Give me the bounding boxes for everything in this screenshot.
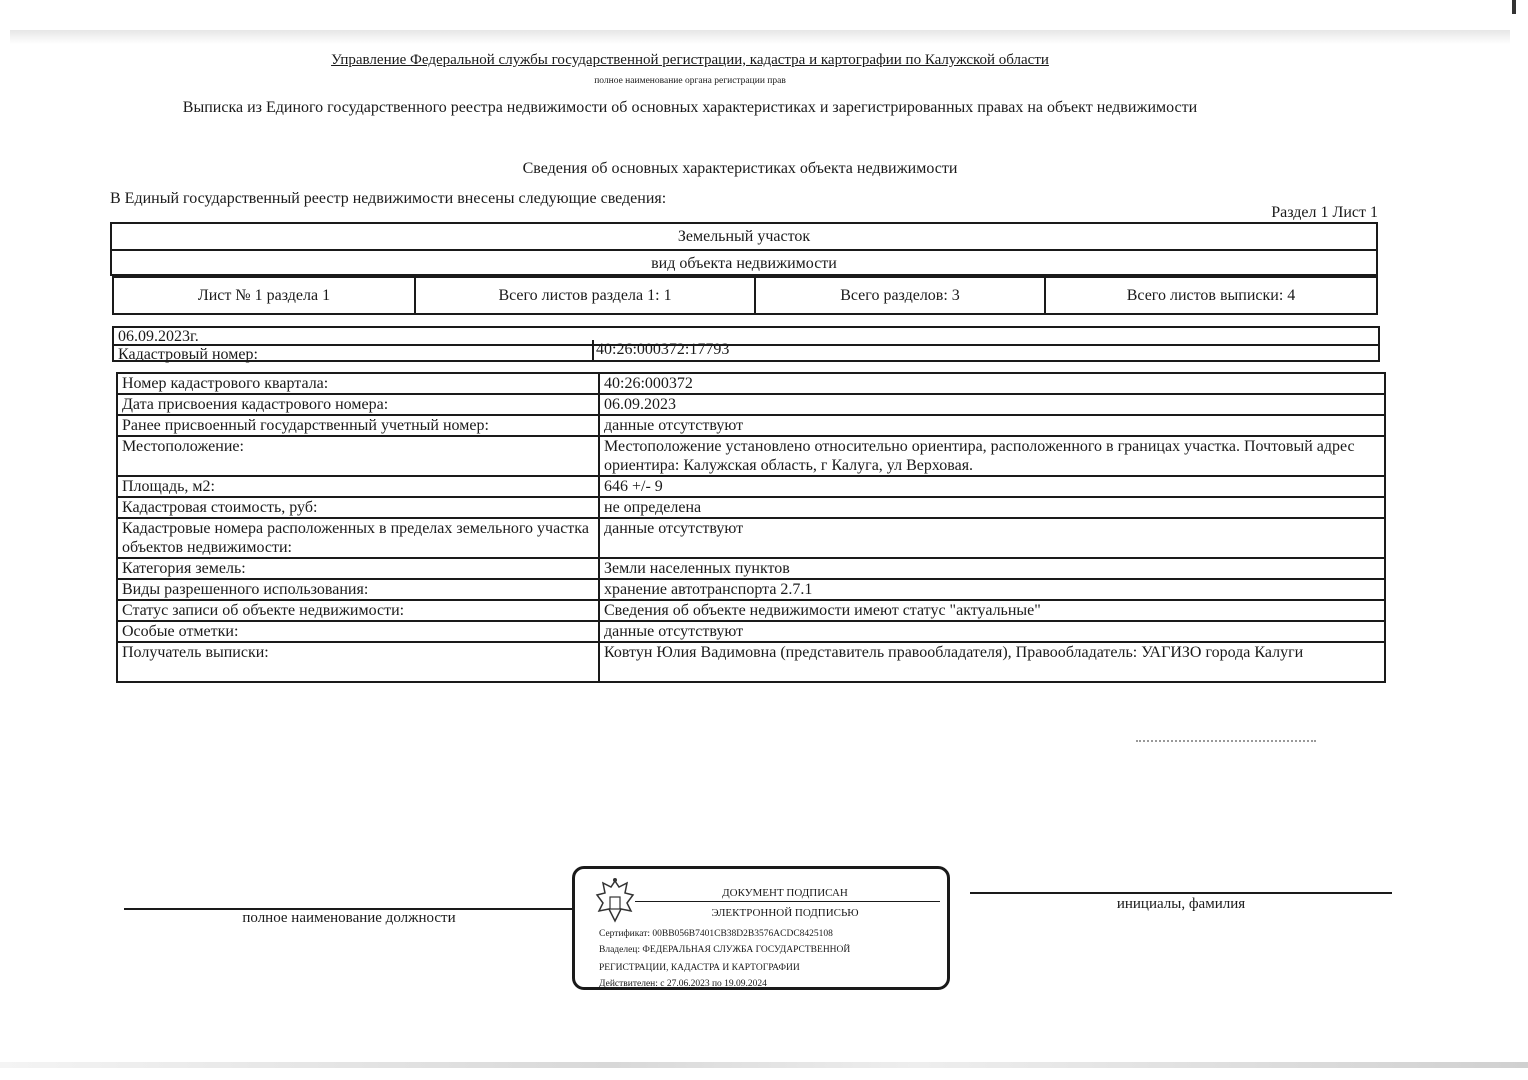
row-value: Ковтун Юлия Вадимовна (представитель правообладателя), Правообладатель: УАГИЗО города Калуги bbox=[599, 642, 1385, 682]
scan-edge-bottom bbox=[0, 1062, 1528, 1068]
table-row bbox=[117, 621, 1385, 642]
name-label: инициалы, фамилия bbox=[1116, 896, 1246, 912]
row-value: Земли населенных пунктов bbox=[599, 558, 1385, 579]
row-value: 40:26:000372 bbox=[599, 373, 1385, 394]
cadastral-number-value: 40:26:000372:17793 bbox=[596, 341, 730, 358]
object-type-caption: вид объекта недвижимости bbox=[112, 249, 1376, 276]
scan-edge-top bbox=[10, 30, 1510, 44]
coat-of-arms-icon bbox=[593, 877, 637, 927]
stamp-certificate: Сертификат: 00BB056B7401CB38D2B3576ACDC8425108 bbox=[599, 929, 833, 939]
intro-text: В Единый государственный реестр недвижимости внесены следующие сведения: bbox=[110, 190, 667, 207]
row-label: Местоположение: bbox=[117, 436, 599, 476]
row-label: Виды разрешенного использования: bbox=[117, 579, 599, 600]
stamp-title-line1: ДОКУМЕНТ ПОДПИСАН bbox=[722, 887, 848, 899]
details-table bbox=[116, 372, 1386, 683]
row-value: данные отсутствуют bbox=[599, 518, 1385, 558]
stamp-divider bbox=[635, 901, 940, 902]
row-label: Статус записи об объекте недвижимости: bbox=[117, 600, 599, 621]
object-type-value: Земельный участок bbox=[677, 228, 811, 245]
section-title: Сведения об основных характеристиках объекта недвижимости bbox=[522, 160, 958, 177]
extract-date: 06.09.2023г. bbox=[112, 326, 1380, 346]
row-value: Сведения об объекте недвижимости имеют статус "актуальные" bbox=[599, 600, 1385, 621]
object-type-box bbox=[110, 222, 1378, 276]
table-row bbox=[117, 642, 1385, 682]
electronic-signature-stamp bbox=[572, 866, 950, 990]
cadastral-number-row bbox=[112, 340, 1380, 362]
sheet-info-row bbox=[112, 276, 1378, 315]
table-row bbox=[117, 436, 1385, 476]
stamp-title-line2: ЭЛЕКТРОННОЙ ПОДПИСЬЮ bbox=[711, 907, 859, 919]
extract-title: Выписка из Единого государственного реестра недвижимости об основных характеристиках и зарегистрированных правах на объект недвижимости bbox=[182, 99, 1198, 116]
row-label: Кадастровые номера расположенных в пределах земельного участка объектов недвижимости: bbox=[117, 518, 599, 558]
total-sheets-section: Всего листов раздела 1: 1 bbox=[414, 278, 754, 313]
table-row bbox=[117, 558, 1385, 579]
row-value: 06.09.2023 bbox=[599, 394, 1385, 415]
table-row bbox=[117, 373, 1385, 394]
row-value: данные отсутствуют bbox=[599, 415, 1385, 436]
total-sections: Всего разделов: 3 bbox=[754, 278, 1044, 313]
table-row bbox=[117, 497, 1385, 518]
table-row bbox=[117, 600, 1385, 621]
row-value: хранение автотранспорта 2.7.1 bbox=[599, 579, 1385, 600]
row-value: 646 +/- 9 bbox=[599, 476, 1385, 497]
table-row bbox=[117, 415, 1385, 436]
row-label: Получатель выписки: bbox=[117, 642, 599, 682]
stamp-owner-line2: РЕГИСТРАЦИИ, КАДАСТРА И КАРТОГРАФИИ bbox=[599, 963, 800, 973]
row-label: Номер кадастрового квартала: bbox=[117, 373, 599, 394]
row-label: Дата присвоения кадастрового номера: bbox=[117, 394, 599, 415]
row-label: Особые отметки: bbox=[117, 621, 599, 642]
stamp-owner-line1: Владелец: ФЕДЕРАЛЬНАЯ СЛУЖБА ГОСУДАРСТВЕННОЙ bbox=[599, 945, 851, 955]
table-row bbox=[117, 476, 1385, 497]
position-label: полное наименование должности bbox=[242, 910, 456, 926]
stamp-validity: Действителен: с 27.06.2023 по 19.09.2024 bbox=[599, 979, 767, 989]
signature-position-field bbox=[124, 888, 574, 936]
row-value: не определена bbox=[599, 497, 1385, 518]
total-sheets-extract: Всего листов выписки: 4 bbox=[1044, 278, 1376, 313]
row-label: Ранее присвоенный государственный учетный номер: bbox=[117, 415, 599, 436]
sheet-number: Лист № 1 раздела 1 bbox=[197, 286, 331, 304]
signature-name-field bbox=[970, 868, 1392, 918]
row-value: данные отсутствуют bbox=[599, 621, 1385, 642]
scan-noise bbox=[1136, 740, 1316, 748]
row-value: Местоположение установлено относительно ориентира, расположенного в границах участка. Почтовый адрес ориентира: Калужская область, г Калуга, ул Верховая. bbox=[599, 436, 1385, 476]
table-row bbox=[117, 579, 1385, 600]
row-label: Кадастровая стоимость, руб: bbox=[117, 497, 599, 518]
authority-caption: полное наименование органа регистрации прав bbox=[594, 76, 786, 86]
table-row bbox=[117, 518, 1385, 558]
signature-line bbox=[970, 892, 1392, 894]
section-sheet-label: Раздел 1 Лист 1 bbox=[1271, 204, 1378, 221]
row-label: Категория земель: bbox=[117, 558, 599, 579]
table-row bbox=[117, 394, 1385, 415]
authority-name: Управление Федеральной службы государственной регистрации, кадастра и картографии по Калужской области bbox=[331, 52, 1049, 68]
scan-mark-right bbox=[1512, 0, 1516, 14]
cadastral-number-label: Кадастровый номер: bbox=[114, 340, 594, 360]
row-label: Площадь, м2: bbox=[117, 476, 599, 497]
